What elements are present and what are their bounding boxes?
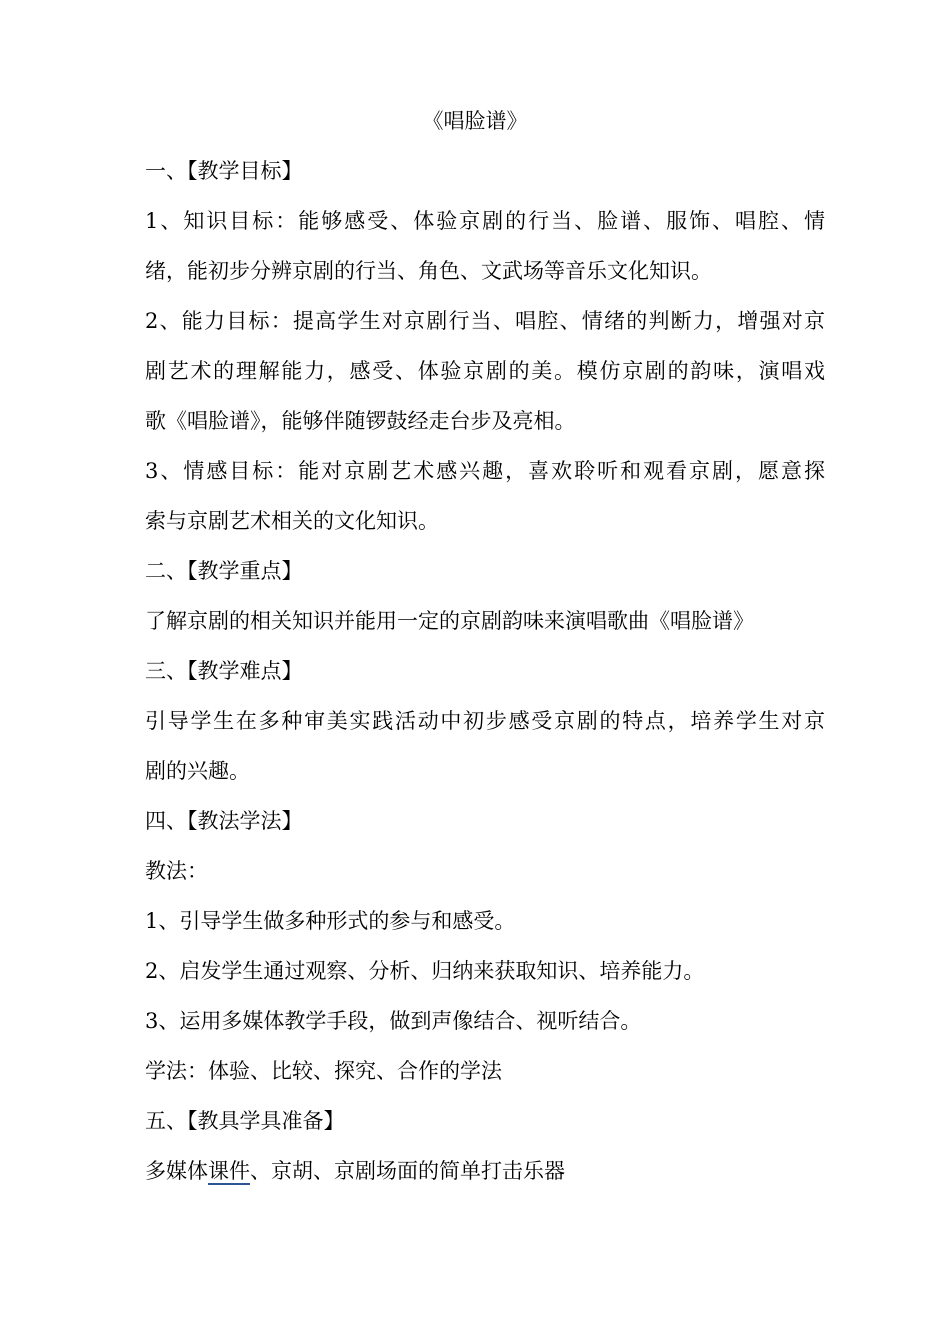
list-item: 1、引导学生做多种形式的参与和感受。 (145, 909, 516, 933)
paragraph-line: 教法： (145, 859, 208, 883)
paragraph-line: 引导学生在多种审美实践活动中初步感受京剧的特点，培养学生对京 (145, 709, 825, 733)
paragraph-line: 学法：体验、比较、探究、合作的学法 (145, 1059, 502, 1083)
section-heading-objectives: 一、【教学目标】 (145, 159, 303, 183)
paragraph-line: 歌《唱脸谱》，能够伴随锣鼓经走台步及亮相。 (145, 409, 576, 433)
list-item: 2、启发学生通过观察、分析、归纳来获取知识、培养能力。 (145, 959, 705, 983)
paragraph-line: 剧的兴趣。 (145, 759, 250, 783)
text-span: 、京胡、京剧场面的简单打击乐器 (250, 1159, 565, 1183)
paragraph-line: 了解京剧的相关知识并能用一定的京剧韵味来演唱歌曲《唱脸谱》 (145, 609, 754, 633)
paragraph-line: 索与京剧艺术相关的文化知识。 (145, 509, 439, 533)
section-heading-difficulties: 三、【教学难点】 (145, 659, 303, 683)
paragraph-line: 剧艺术的理解能力，感受、体验京剧的美。模仿京剧的韵味，演唱戏 (145, 359, 825, 383)
paragraph-line: 3、情感目标：能对京剧艺术感兴趣，喜欢聆听和观看京剧，愿意探 (145, 459, 825, 483)
document-title: 《唱脸谱》 (422, 109, 528, 133)
underlined-term: 课件 (208, 1159, 250, 1183)
text-span: 多媒体 (145, 1159, 208, 1183)
paragraph-line: 2、能力目标：提高学生对京剧行当、唱腔、情绪的判断力，增强对京 (145, 309, 825, 333)
paragraph-line (145, 1156, 825, 1186)
section-heading-key-points: 二、【教学重点】 (145, 559, 303, 583)
list-item: 3、运用多媒体教学手段，做到声像结合、视听结合。 (145, 1009, 642, 1033)
paragraph-line: 绪，能初步分辨京剧的行当、角色、文武场等音乐文化知识。 (145, 259, 712, 283)
section-heading-methods: 四、【教法学法】 (145, 809, 303, 833)
paragraph-line: 1、知识目标：能够感受、体验京剧的行当、脸谱、服饰、唱腔、情 (145, 209, 825, 233)
section-heading-materials: 五、【教具学具准备】 (145, 1109, 345, 1133)
